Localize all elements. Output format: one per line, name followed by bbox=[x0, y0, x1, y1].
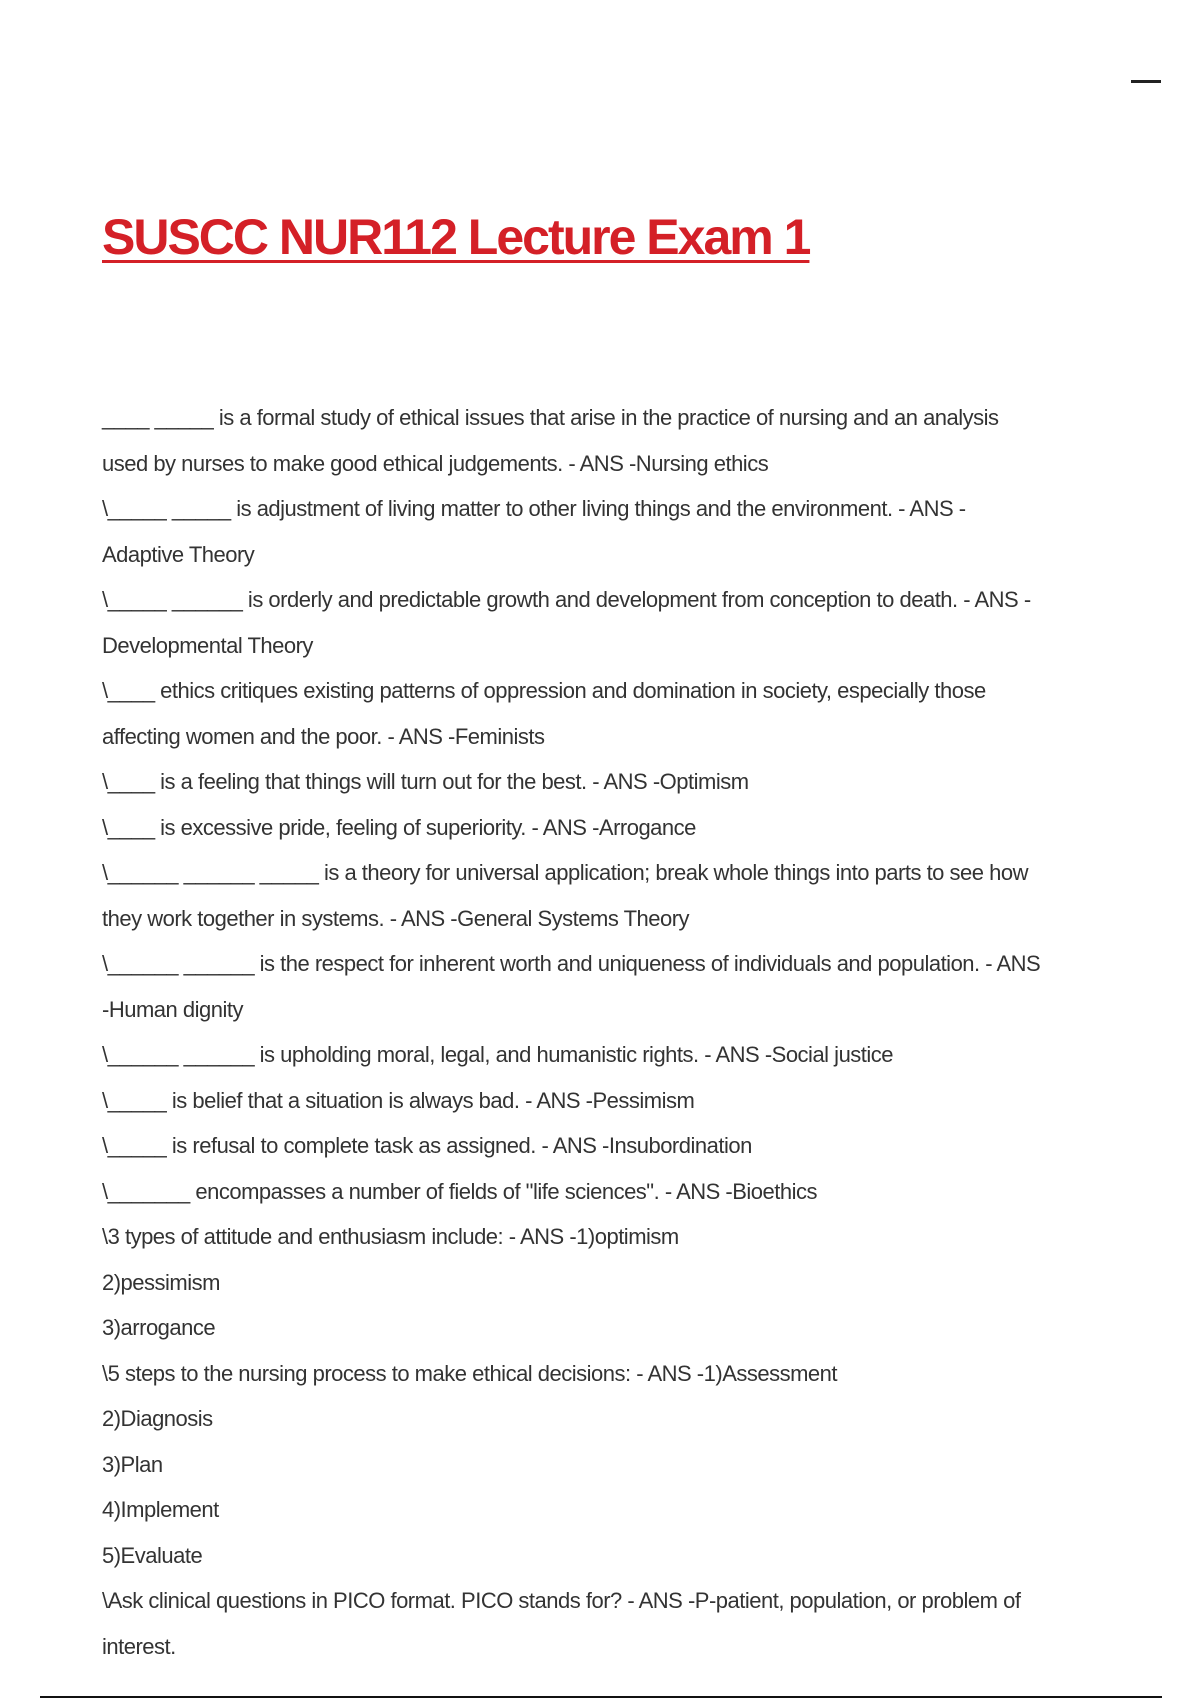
qa-line: 2)pessimism bbox=[102, 1269, 220, 1295]
qa-line: \3 types of attitude and enthusiasm include: - ANS -1)optimism bbox=[102, 1224, 679, 1249]
qa-line: \Ask clinical questions in PICO format. PICO stands for? - ANS -P-patient, population, or problem of interest. bbox=[102, 1588, 1027, 1659]
qa-line: \____ is excessive pride, feeling of superiority. - ANS -Arrogance bbox=[102, 814, 696, 840]
qa-line: 5)Evaluate bbox=[102, 1542, 203, 1568]
qa-line: \_____ is refusal to complete task as assigned. - ANS -Insubordination bbox=[102, 1133, 752, 1158]
qa-line: \______ ______ is the respect for inherent worth and uniqueness of individuals and population. - ANS -Human dignity bbox=[102, 951, 1046, 1022]
qa-line: \____ is a feeling that things will turn out for the best. - ANS -Optimism bbox=[102, 769, 749, 794]
top-dash-mark bbox=[1131, 80, 1161, 83]
page-title: SUSCC NUR112 Lecture Exam 1 bbox=[102, 209, 810, 265]
qa-line: 4)Implement bbox=[102, 1497, 219, 1522]
qa-line: \____ ethics critiques existing patterns of oppression and domination in society, especially those affecting women and the poor. - ANS -Feminists bbox=[102, 678, 992, 749]
qa-line: \_____ _____ is adjustment of living matter to other living things and the environment. - ANS -Adaptive Theory bbox=[102, 496, 966, 567]
qa-line: \______ ______ _____ is a theory for universal application; break whole things into parts to see how they work together in systems. - ANS -General Systems Theory bbox=[102, 860, 1034, 931]
qa-line: ____ _____ is a formal study of ethical issues that arise in the practice of nursing and an analysis used by nurses to make good ethical judgements. - ANS -Nursing ethics bbox=[102, 405, 1005, 476]
qa-line: 3)arrogance bbox=[102, 1315, 216, 1340]
qa-line: 2)Diagnosis bbox=[102, 1406, 213, 1431]
qa-line: \5 steps to the nursing process to make ethical decisions: - ANS -1)Assessment bbox=[102, 1360, 838, 1386]
qa-line: \______ ______ is upholding moral, legal, and humanistic rights. - ANS -Social justice bbox=[102, 1042, 894, 1067]
document-body bbox=[102, 395, 1046, 1669]
qa-line: \_______ encompasses a number of fields of "life sciences". - ANS -Bioethics bbox=[102, 1178, 818, 1204]
qa-line: \_____ is belief that a situation is always bad. - ANS -Pessimism bbox=[102, 1087, 695, 1113]
qa-line: 3)Plan bbox=[102, 1451, 163, 1477]
qa-line: \_____ ______ is orderly and predictable growth and development from conception to death. - ANS -Developmental Theory bbox=[102, 587, 1031, 658]
bottom-rule bbox=[40, 1696, 1162, 1698]
